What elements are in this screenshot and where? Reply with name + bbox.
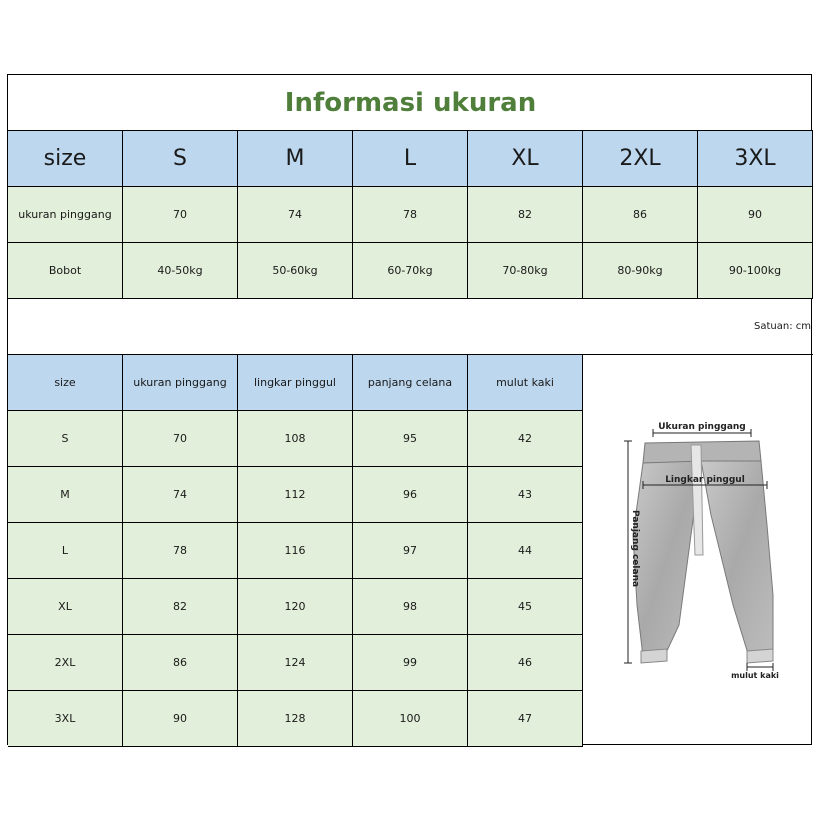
table-cell: 74: [238, 187, 353, 243]
length-label: Panjang celana: [630, 510, 640, 588]
row-label-cell: ukuran pinggang: [8, 187, 123, 243]
measurement-cell: 90: [123, 691, 238, 747]
hem-label: mulut kaki: [731, 671, 779, 680]
title-row: [8, 75, 813, 131]
measurement-cell: 78: [123, 523, 238, 579]
measurement-header-cell: mulut kaki: [468, 355, 583, 411]
unit-note: Satuan: cm: [754, 321, 811, 332]
measurement-cell: 43: [468, 467, 583, 523]
measurement-cell: 108: [238, 411, 353, 467]
measurement-cell: 120: [238, 579, 353, 635]
measurement-header-cell: ukuran pinggang: [123, 355, 238, 411]
table-cell: 86: [583, 187, 698, 243]
measurement-header-cell: panjang celana: [353, 355, 468, 411]
measurement-cell: 82: [123, 579, 238, 635]
table-cell: 80-90kg: [583, 243, 698, 299]
table-cell: 90-100kg: [698, 243, 813, 299]
size-cell: S: [8, 411, 123, 467]
size-header-cell: M: [238, 131, 353, 187]
unit-row: [8, 299, 813, 355]
table-cell: 50-60kg: [238, 243, 353, 299]
table-cell: 90: [698, 187, 813, 243]
table-cell: 82: [468, 187, 583, 243]
measurement-cell: 112: [238, 467, 353, 523]
measurement-cell: 124: [238, 635, 353, 691]
size-cell: 3XL: [8, 691, 123, 747]
size-chart: [7, 74, 812, 745]
measurement-cell: 44: [468, 523, 583, 579]
waist-label: Ukuran pinggang: [658, 422, 746, 432]
page-title: Informasi ukuran: [284, 87, 537, 118]
measurement-cell: 98: [353, 579, 468, 635]
measurement-cell: 45: [468, 579, 583, 635]
jeans-measurement-diagram: [583, 355, 813, 746]
measurement-cell: 95: [353, 411, 468, 467]
jeans-illustration: [583, 355, 813, 746]
measurement-cell: 42: [468, 411, 583, 467]
table-cell: 60-70kg: [353, 243, 468, 299]
table-cell: 70: [123, 187, 238, 243]
size-header-cell: S: [123, 131, 238, 187]
measurement-cell: 47: [468, 691, 583, 747]
measurement-header-cell: lingkar pinggul: [238, 355, 353, 411]
measurement-cell: 99: [353, 635, 468, 691]
size-cell: XL: [8, 579, 123, 635]
table-cell: 40-50kg: [123, 243, 238, 299]
measurement-cell: 128: [238, 691, 353, 747]
size-header-cell: XL: [468, 131, 583, 187]
size-header-cell: size: [8, 131, 123, 187]
measurement-cell: 74: [123, 467, 238, 523]
size-cell: L: [8, 523, 123, 579]
row-label-cell: Bobot: [8, 243, 123, 299]
measurement-cell: 100: [353, 691, 468, 747]
measurement-cell: 97: [353, 523, 468, 579]
size-header-cell: L: [353, 131, 468, 187]
measurement-cell: 116: [238, 523, 353, 579]
measurement-cell: 70: [123, 411, 238, 467]
size-cell: M: [8, 467, 123, 523]
size-header-cell: 3XL: [698, 131, 813, 187]
measurement-cell: 46: [468, 635, 583, 691]
table-cell: 70-80kg: [468, 243, 583, 299]
measurement-cell: 86: [123, 635, 238, 691]
size-header-cell: 2XL: [583, 131, 698, 187]
size-cell: 2XL: [8, 635, 123, 691]
measurement-header-cell: size: [8, 355, 123, 411]
hip-label: Lingkar pinggul: [665, 475, 745, 485]
measurement-cell: 96: [353, 467, 468, 523]
table-cell: 78: [353, 187, 468, 243]
